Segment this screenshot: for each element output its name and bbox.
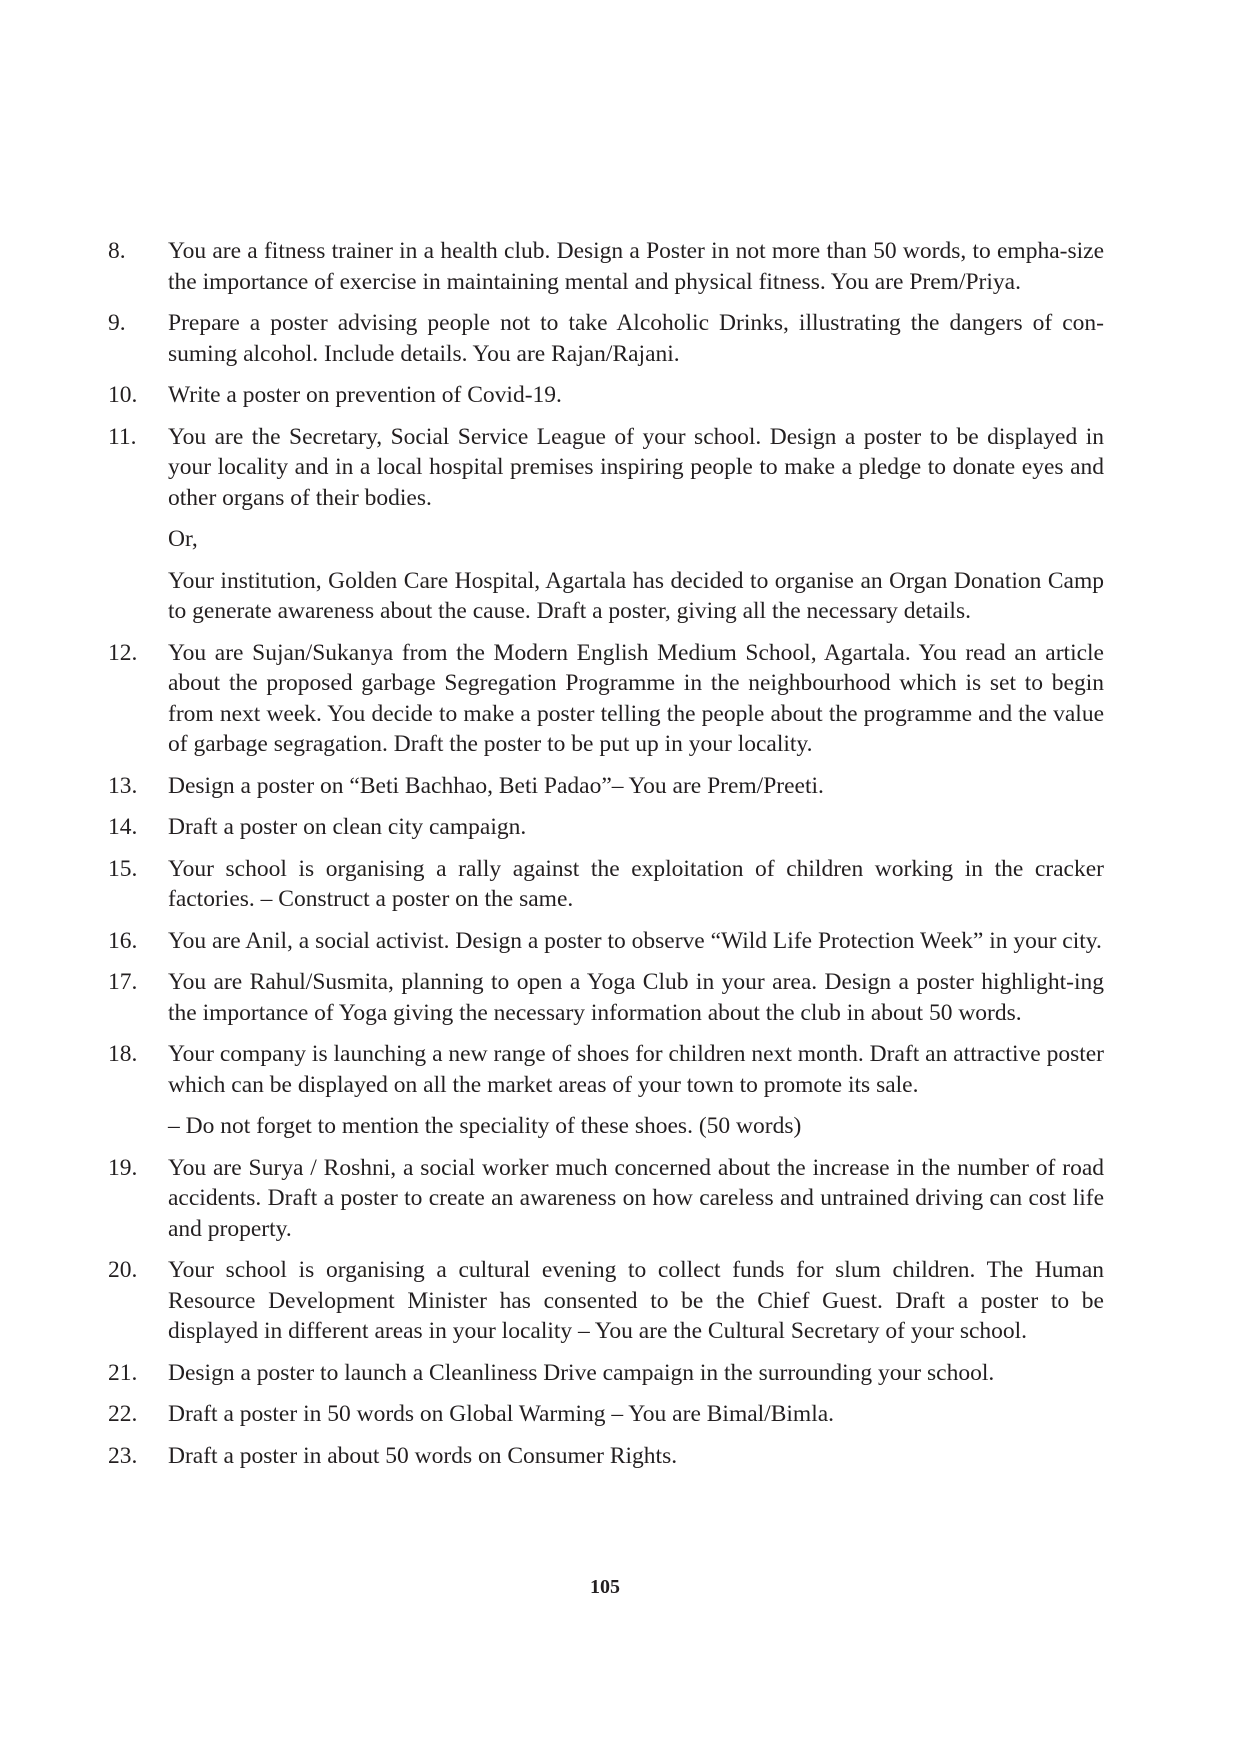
question-number: 11. xyxy=(108,423,137,450)
alternative-question-text: Your institution, Golden Care Hospital, Agartala has decided to organise an Organ Donation Camp to generate awareness about the cause. Draft a poster, giving all the necessary details. xyxy=(168,567,1104,624)
question-number: 10. xyxy=(108,382,138,408)
question-item xyxy=(108,771,1104,802)
question-text: Draft a poster in 50 words on Global Warming – You are Bimal/Bimla. xyxy=(168,1401,835,1427)
question-text: Your company is launching a new range of shoes for children next month. Draft an attractive poster which can be displayed on all the market areas of your town to promote its sale. xyxy=(168,1041,1104,1098)
question-number: 9. xyxy=(108,310,126,336)
question-number: 19. xyxy=(108,1154,138,1181)
question-text: Prepare a poster advising people not to take Alcoholic Drinks, illustrating the dangers of con-suming alcohol. Include details. You are Rajan/Rajani. xyxy=(168,310,1104,367)
question-item xyxy=(108,1399,1104,1430)
question-number: 17. xyxy=(108,969,138,995)
question-number: 15. xyxy=(108,855,138,882)
question-text: You are Anil, a social activist. Design a poster to observe “Wild Life Protection Week” in your city. xyxy=(168,927,1102,954)
question-text: Draft a poster on clean city campaign. xyxy=(168,814,527,840)
question-item xyxy=(108,638,1104,760)
question-item xyxy=(108,967,1104,1028)
question-list xyxy=(108,236,1104,1482)
question-number: 22. xyxy=(108,1401,138,1427)
question-text: You are Rahul/Susmita, planning to open a Yoga Club in your area. Design a poster highlight-ing the importance of Yoga giving the necessary information about the club in about 50 words. xyxy=(168,969,1104,1026)
question-text: Your school is organising a cultural evening to collect funds for slum children. The Human Resource Development Minister has consented to be the Chief Guest. Draft a poster to be displayed in different areas in your locality – You are the Cultural Secretary of your school. xyxy=(168,1257,1104,1344)
question-item xyxy=(108,308,1104,369)
question-text: Your school is organising a rally against the exploitation of children working in the cracker factories. – Construct a poster on the same. xyxy=(168,855,1104,912)
question-text: Design a poster on “Beti Bachhao, Beti Padao”– You are Prem/Preeti. xyxy=(168,772,824,799)
question-item xyxy=(108,380,1104,411)
question-item xyxy=(108,422,1104,627)
question-number: 16. xyxy=(108,927,138,954)
question-text: Write a poster on prevention of Covid-19. xyxy=(168,382,562,408)
question-number: 18. xyxy=(108,1041,138,1067)
question-item xyxy=(108,1255,1104,1347)
question-number: 12. xyxy=(108,639,138,666)
question-number: 14. xyxy=(108,814,138,840)
or-label: Or, xyxy=(168,526,198,552)
question-note: – Do not forget to mention the speciality of these shoes. (50 words) xyxy=(168,1113,802,1139)
question-text: You are the Secretary, Social Service League of your school. Design a poster to be displayed in your locality and in a local hospital premises inspiring people to make a pledge to donate eyes and other organs of their bodies. xyxy=(168,423,1104,511)
question-text: You are a fitness trainer in a health club. Design a Poster in not more than 50 words, to empha-size the importance of exercise in maintaining mental and physical fitness. You are Prem/Priya. xyxy=(168,238,1104,295)
question-item xyxy=(108,236,1104,297)
question-number: 21. xyxy=(108,1359,138,1386)
question-item xyxy=(108,926,1104,957)
question-item xyxy=(108,812,1104,843)
question-item xyxy=(108,1039,1104,1142)
question-number: 23. xyxy=(108,1442,138,1469)
question-number: 13. xyxy=(108,772,138,799)
question-text: You are Surya / Roshni, a social worker much concerned about the increase in the number of road accidents. Draft a poster to create an awareness on how careless and untrained driving can cost life and property. xyxy=(168,1154,1104,1242)
question-item xyxy=(108,1358,1104,1389)
question-item xyxy=(108,1441,1104,1472)
page-number: 105 xyxy=(590,1576,620,1598)
question-text: You are Sujan/Sukanya from the Modern English Medium School, Agartala. You read an article about the proposed garbage Segregation Programme in the neighbourhood which is set to begin from next week. You decide to make a poster telling the people about the programme and the value of garbage segragation. Draft the poster to be put up in your locality. xyxy=(168,639,1104,757)
question-number: 8. xyxy=(108,238,126,264)
question-text: Design a poster to launch a Cleanliness Drive campaign in the surrounding your school. xyxy=(168,1359,995,1386)
question-number: 20. xyxy=(108,1257,138,1283)
question-item xyxy=(108,1153,1104,1245)
question-item xyxy=(108,854,1104,915)
question-text: Draft a poster in about 50 words on Consumer Rights. xyxy=(168,1442,678,1469)
